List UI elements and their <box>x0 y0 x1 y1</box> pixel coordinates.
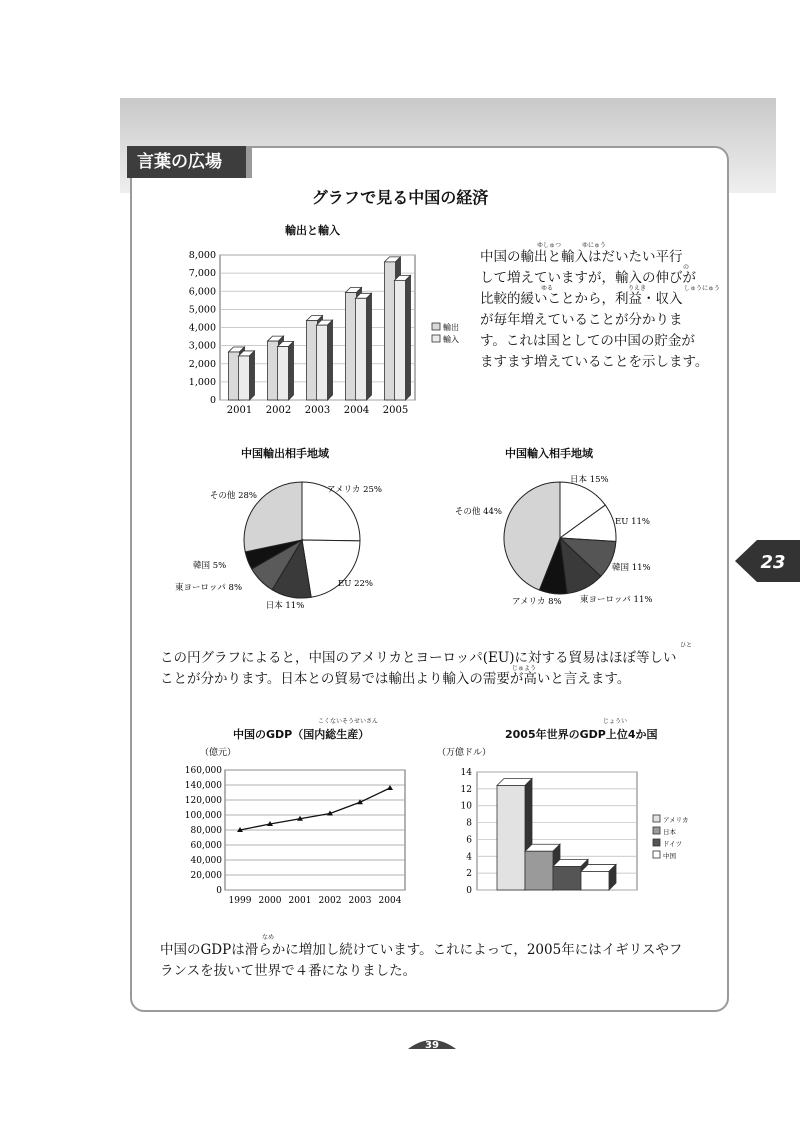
paragraph-line: して増えていますが，輸入の伸びが <box>480 270 696 286</box>
legend-label: ドイツ <box>663 840 683 848</box>
legend-swatch <box>432 335 440 342</box>
legend-swatch <box>653 851 660 858</box>
y-tick-label: 140,000 <box>184 781 222 791</box>
export-import-bar-chart <box>170 240 470 425</box>
bar-chart-title: 輸出と輸入 <box>285 224 340 237</box>
paragraph-gdp <box>160 940 725 982</box>
slice-label: 日本 11% <box>265 601 305 611</box>
bar-side <box>367 293 372 400</box>
bar <box>525 851 553 890</box>
paragraph-line: 中国の輸出と輸入はだいたい平行 <box>480 249 683 265</box>
bar-side <box>250 351 255 400</box>
slice-label: 韓国 5% <box>193 561 227 571</box>
legend-swatch <box>653 827 660 834</box>
paragraph-pie <box>160 648 725 690</box>
x-tick-label: 2003 <box>304 405 331 416</box>
furigana-shunyu: しゅうにゅう <box>684 285 720 292</box>
bar-輸出 <box>385 262 396 400</box>
gdp-bar-title: 2005年世界のGDP上位4か国 <box>505 728 658 741</box>
y-tick-label: 3,000 <box>188 340 216 352</box>
top4-gdp-bar-chart <box>435 745 695 905</box>
slice-label: 日本 15% <box>570 475 609 485</box>
legend-label: 輸入 <box>443 335 459 344</box>
bar-輸出 <box>268 341 279 400</box>
x-tick-label: 2005 <box>382 405 409 416</box>
y-tick-label: 12 <box>460 784 472 795</box>
data-point <box>387 785 393 790</box>
legend-label: アメリカ <box>663 816 689 824</box>
bar <box>553 866 581 890</box>
y-tick-label: 2,000 <box>188 358 216 370</box>
paragraph-line: 比較的緩いことから，利益・収入 <box>480 291 683 307</box>
furigana-no: の <box>683 264 690 271</box>
page-title: グラフで見る中国の経済 <box>311 188 489 207</box>
series-line <box>240 788 390 830</box>
x-tick-label: 2000 <box>258 896 282 906</box>
y-tick-label: 4 <box>466 852 472 863</box>
y-tick-label: 7,000 <box>188 268 216 280</box>
section-label: 言葉の広場 <box>127 146 252 178</box>
page-number: 39 <box>425 1040 439 1051</box>
slice-label: その他 44% <box>454 507 502 517</box>
x-tick-label: 2004 <box>343 405 370 416</box>
chapter-tab <box>735 540 800 582</box>
y-tick-label: 100,000 <box>184 811 222 821</box>
slice-label: EU 22% <box>338 579 373 589</box>
x-tick-label: 2002 <box>318 896 342 906</box>
slice-label: その他 28% <box>209 491 257 501</box>
y-tick-label: 6 <box>466 835 472 846</box>
x-tick-label: 2001 <box>226 405 253 416</box>
slice-label: アメリカ 25% <box>327 485 382 495</box>
furigana-nameraka: なめ <box>262 934 275 941</box>
paragraph-line: ことが分かります。日本との貿易では輸出より輸入の需要が高いと言えます。 <box>160 671 631 687</box>
bar-輸出 <box>229 352 240 400</box>
bar-輸出 <box>346 293 357 400</box>
slice-label: 東ヨーロッパ 8% <box>175 583 243 593</box>
y-tick-label: 0 <box>466 886 472 896</box>
y-tick-label: 14 <box>460 768 472 778</box>
slice-label: EU 11% <box>615 517 650 527</box>
bar <box>497 785 525 890</box>
bar-side <box>328 320 333 400</box>
y-tick-label: 1,000 <box>188 376 216 388</box>
y-axis-label: （万億ドル） <box>437 748 492 758</box>
y-axis-label: （億元） <box>200 748 237 758</box>
y-tick-label: 8,000 <box>188 250 216 261</box>
y-tick-label: 20,000 <box>190 871 222 881</box>
legend-swatch <box>432 323 440 330</box>
import-partners-pie <box>440 462 695 617</box>
x-tick-label: 2001 <box>288 896 312 906</box>
y-tick-label: 5,000 <box>188 304 216 316</box>
export-pie-title: 中国輸出相手地域 <box>241 447 329 460</box>
legend-label: 中国 <box>663 852 676 860</box>
y-tick-label: 6,000 <box>188 286 216 298</box>
legend-swatch <box>653 815 660 822</box>
bar-輸入 <box>239 356 250 400</box>
x-tick-label: 2003 <box>348 896 372 906</box>
y-tick-label: 80,000 <box>190 826 222 836</box>
export-partners-pie <box>175 462 415 617</box>
furigana-hito: ひと <box>680 642 693 649</box>
y-tick-label: 40,000 <box>190 856 222 866</box>
bar-side <box>289 342 294 400</box>
bar-輸入 <box>356 298 367 400</box>
furigana-joui: じょうい <box>603 718 628 725</box>
slice-label: アメリカ 8% <box>512 597 562 607</box>
gdp-line-chart <box>170 745 415 910</box>
furigana-kokunai: こくないそうせいさん <box>318 718 379 725</box>
bar-輸入 <box>395 280 406 400</box>
y-tick-label: 2 <box>466 869 472 880</box>
x-tick-label: 2004 <box>378 896 402 906</box>
furigana-yushutsu: ゆしゅつ <box>537 242 562 249</box>
y-tick-label: 0 <box>209 395 216 406</box>
slice-label: 韓国 11% <box>612 563 651 573</box>
furigana-rieki: りえき <box>628 285 647 292</box>
paragraph-line: 中国のGDPは滑らかに増加し続けています。これによって，2005年にはイギリスやフ <box>160 942 683 958</box>
x-tick-label: 2002 <box>265 405 292 416</box>
paragraph-line: す。これは国としての中国の貯金が <box>480 333 695 349</box>
bar-輸出 <box>307 321 318 400</box>
y-tick-label: 160,000 <box>184 766 222 776</box>
paragraph-line: この円グラフによると，中国のアメリカとヨーロッパ(EU)に対する貿易はほぼ等しい <box>160 650 677 666</box>
y-tick-label: 4,000 <box>188 322 216 334</box>
paragraph-line: ランスを抜いて世界で４番になりました。 <box>160 963 417 979</box>
y-tick-label: 120,000 <box>184 796 222 806</box>
paragraph-line: ますます増えていることを示します。 <box>480 354 709 370</box>
bar-輸入 <box>317 325 328 400</box>
x-tick-label: 1999 <box>228 896 252 906</box>
bar <box>581 871 609 890</box>
furigana-juyou: じゅよう <box>512 665 537 672</box>
legend-label: 日本 <box>663 828 676 836</box>
chapter-number: 23 <box>760 552 786 573</box>
page-number-badge <box>408 1035 456 1053</box>
legend-label: 輸出 <box>443 323 459 332</box>
furigana-yuru: ゆる <box>541 285 554 292</box>
bar-輸入 <box>278 347 289 400</box>
paragraph-line: が毎年増えていることが分かりま <box>480 312 683 328</box>
gdp-line-title: 中国のGDP（国内総生産） <box>233 728 370 741</box>
y-tick-label: 0 <box>216 886 222 896</box>
import-pie-title: 中国輸入相手地域 <box>505 447 593 460</box>
furigana-yunyu: ゆにゅう <box>582 242 606 249</box>
legend-swatch <box>653 839 660 846</box>
y-tick-label: 10 <box>460 801 472 812</box>
y-tick-label: 60,000 <box>190 841 222 851</box>
y-tick-label: 8 <box>466 818 472 829</box>
slice-label: 東ヨーロッパ 11% <box>580 595 653 605</box>
bar-side <box>406 275 411 400</box>
